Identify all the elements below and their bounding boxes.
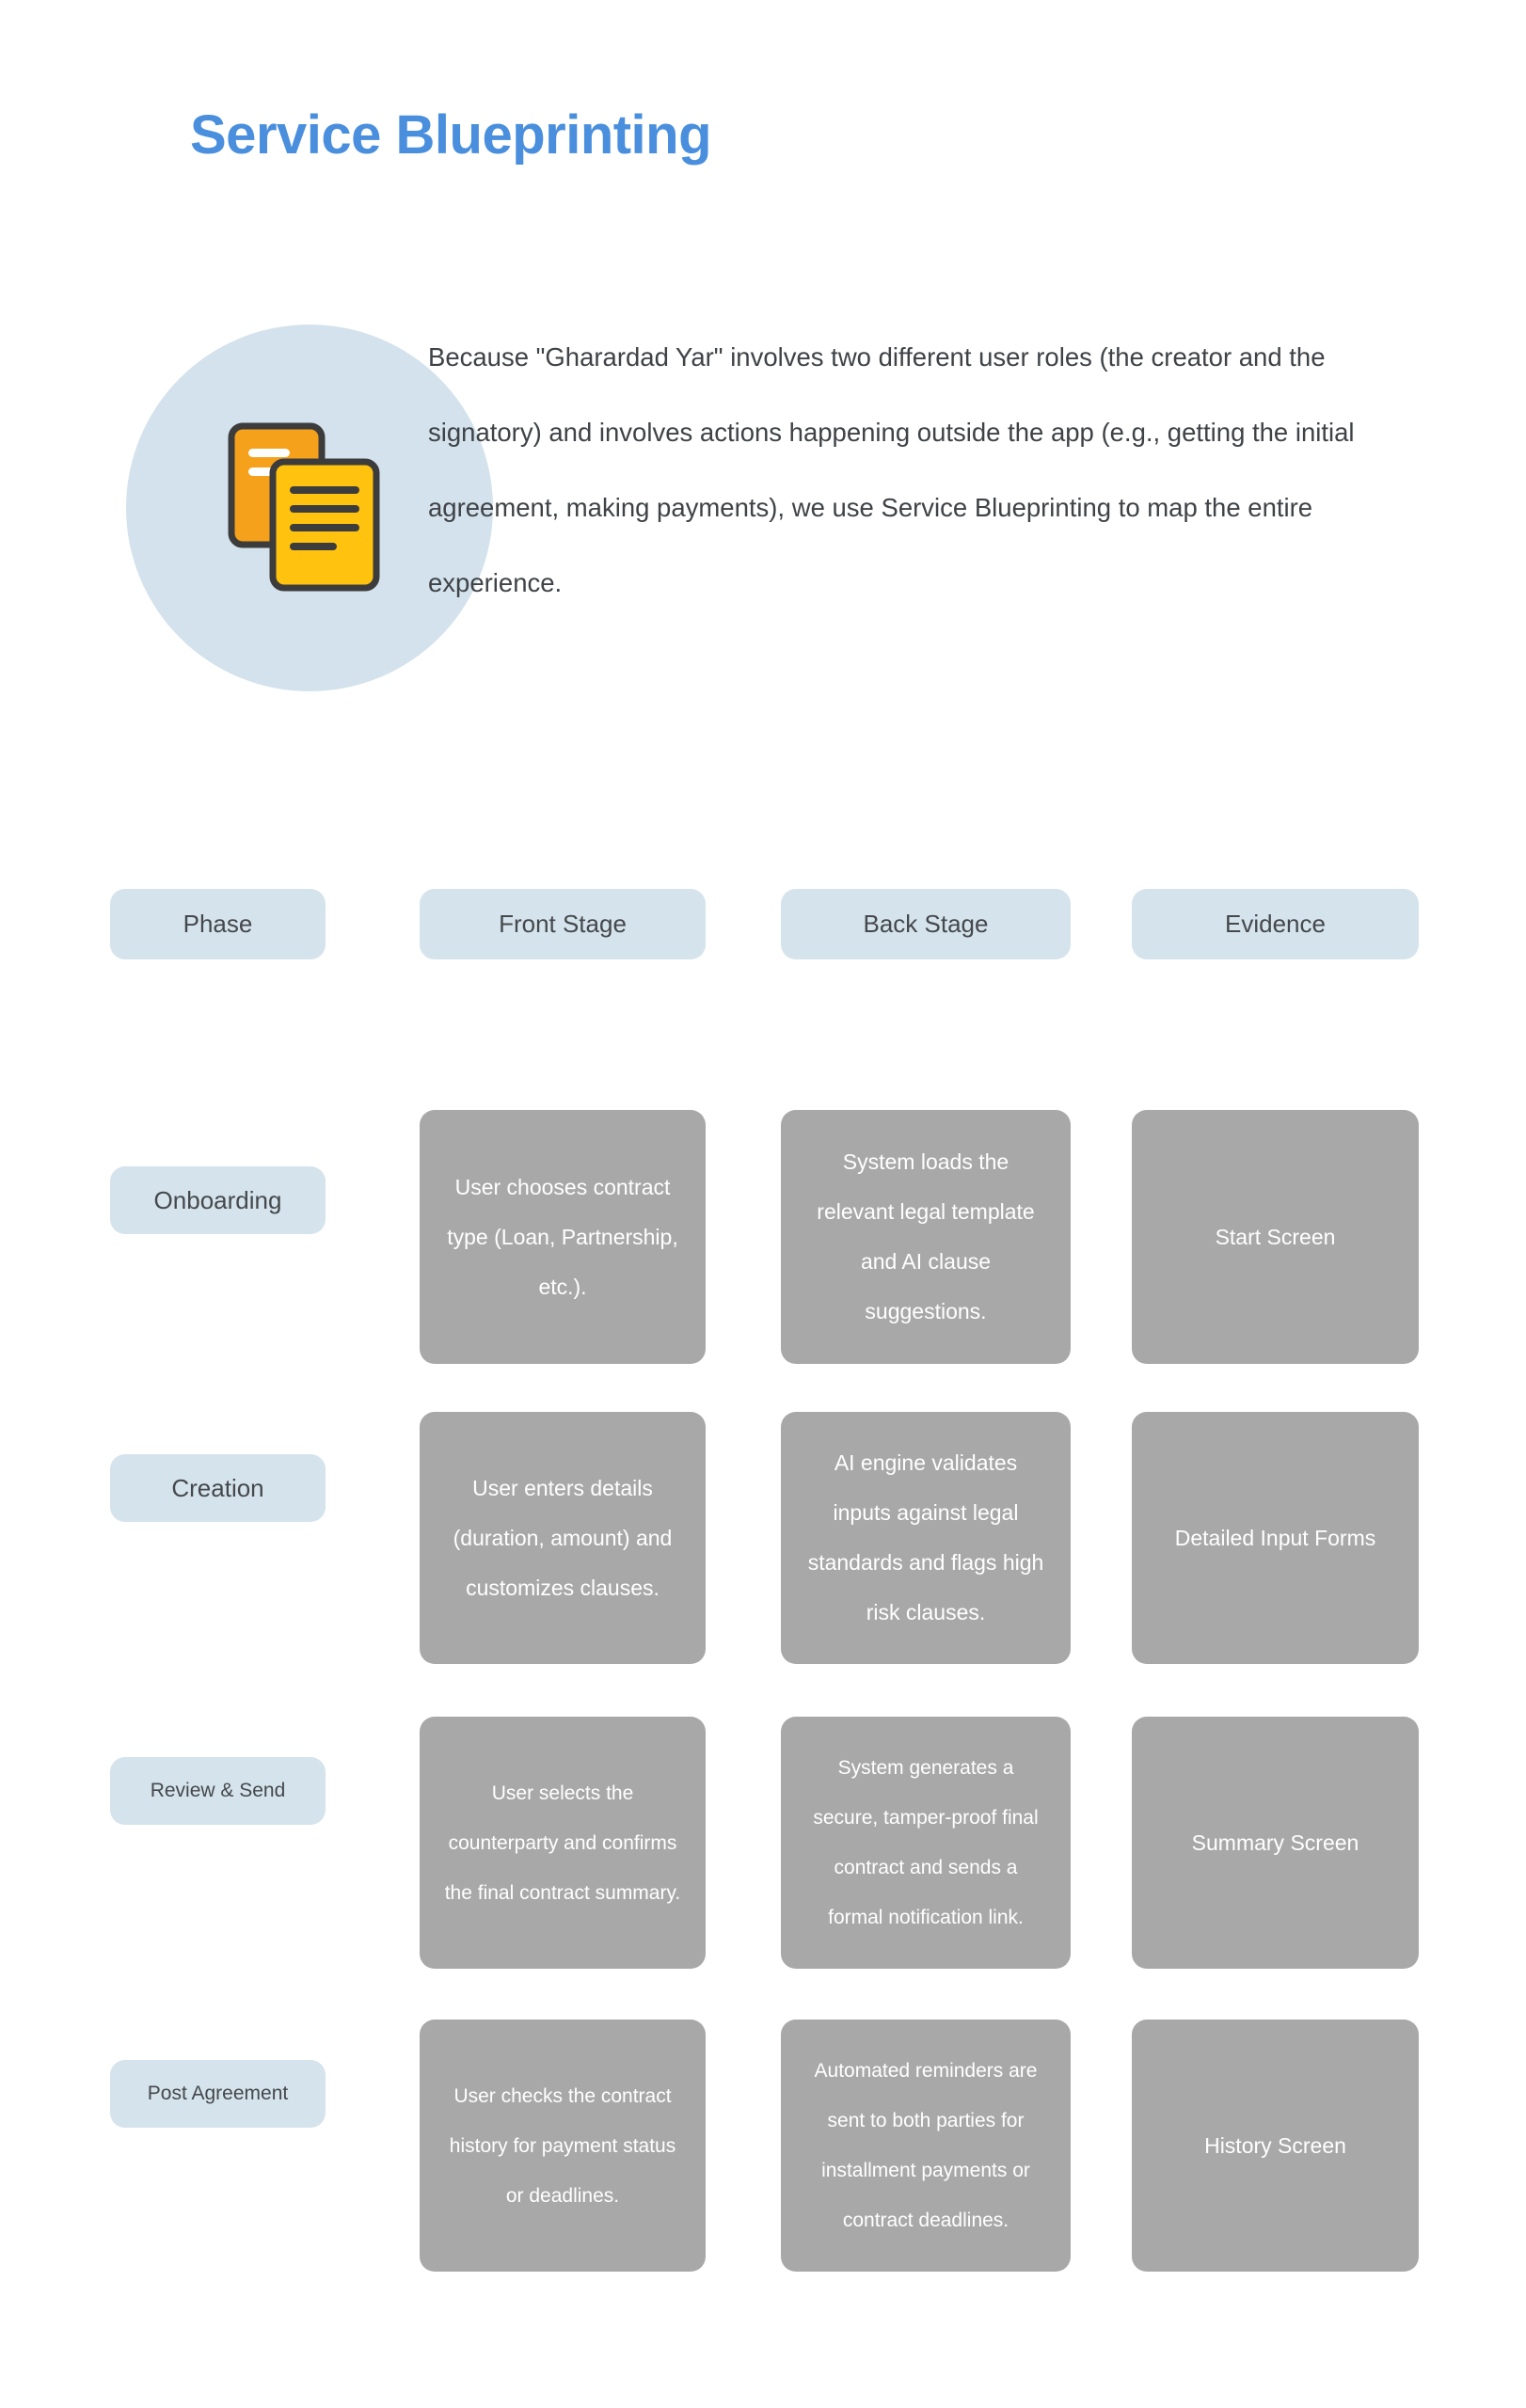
back-stage-cell-review-send: System generates a secure, tamper-proof final contract and sends a formal notification link. [781,1717,1071,1969]
column-header-phase [110,889,326,959]
front-stage-cell-creation: User enters details (duration, amount) and customizes clauses. [420,1412,706,1664]
evidence-cell-review-send: Summary Screen [1132,1717,1419,1969]
column-header-phase-label: Phase [183,910,253,938]
front-stage-cell-review-send: User selects the counterparty and confirms the final contract summary. [420,1717,706,1969]
column-header-back-stage [781,889,1071,959]
back-stage-cell-creation: AI engine validates inputs against legal standards and flags high risk clauses. [781,1412,1071,1664]
column-header-back-stage-label: Back Stage [863,910,989,938]
phase-pill-review-send: Review & Send [110,1757,326,1825]
intro-paragraph: Because "Gharardad Yar" involves two different user roles (the creator and the signatory) and involves actions happening outside the app (e.g., getting the initial agreement, making payments), we use Service Blueprinting to map the entire experience. [428,342,1355,597]
evidence-cell-post-agreement: History Screen [1132,2020,1419,2272]
evidence-cell-creation: Detailed Input Forms [1132,1412,1419,1664]
evidence-cell-onboarding: Start Screen [1132,1110,1419,1364]
blueprint-header-row [0,889,1526,959]
front-stage-cell-post-agreement: User checks the contract history for payment status or deadlines. [420,2020,706,2272]
documents-icon [224,417,393,595]
phase-pill-onboarding: Onboarding [110,1166,326,1234]
back-stage-cell-post-agreement: Automated reminders are sent to both parties for installment payments or contract deadlines. [781,2020,1071,2272]
column-header-evidence-label: Evidence [1225,910,1326,938]
column-header-evidence [1132,889,1419,959]
front-stage-cell-onboarding: User chooses contract type (Loan, Partnership, etc.). [420,1110,706,1364]
blueprint-grid [0,889,1526,2231]
page-title: Service Blueprinting [190,104,712,166]
phase-pill-creation: Creation [110,1454,326,1522]
column-header-front-stage [420,889,706,959]
back-stage-cell-onboarding: System loads the relevant legal template and AI clause suggestions. [781,1110,1071,1364]
phase-pill-post-agreement: Post Agreement [110,2060,326,2128]
column-header-front-stage-label: Front Stage [499,910,627,938]
